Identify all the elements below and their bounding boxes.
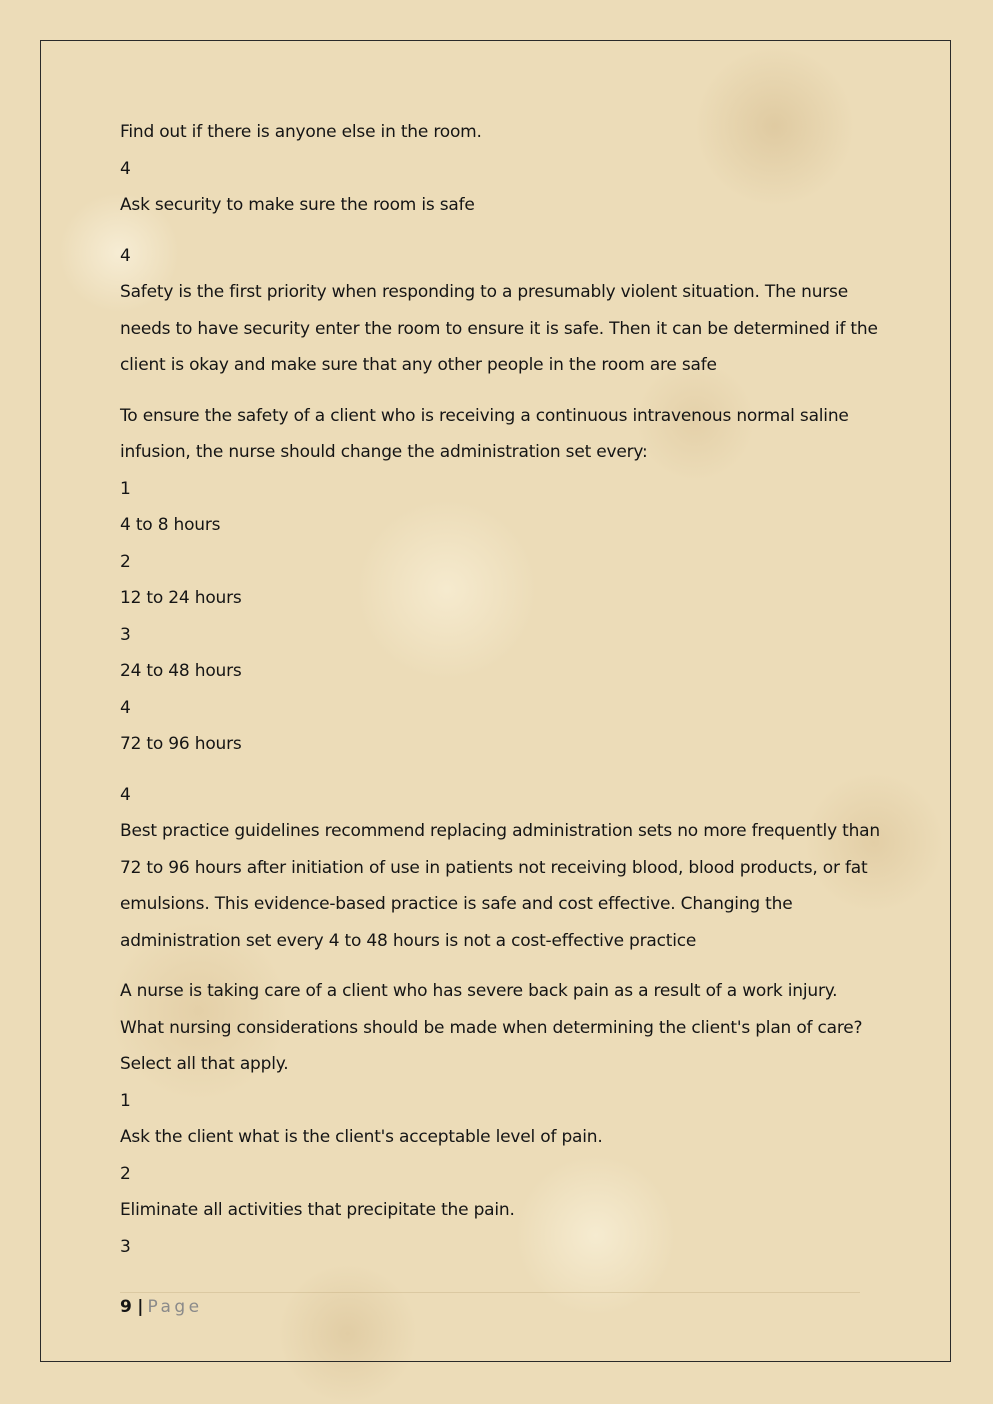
paragraph: Ask the client what is the client's acceptable level of pain. — [120, 1127, 603, 1147]
footer-separator: | — [137, 1297, 144, 1317]
option-number: 3 — [120, 1236, 131, 1257]
paragraph: Ask security to make sure the room is safe — [120, 195, 475, 215]
option-number: 3 — [120, 624, 131, 645]
paragraph: Eliminate all activities that precipitate the pain. — [120, 1200, 515, 1220]
paragraph: 24 to 48 hours — [120, 661, 242, 681]
option-number: 1 — [120, 1090, 131, 1111]
option-number: 4 — [120, 784, 131, 805]
paragraph: Best practice guidelines recommend replacing administration sets no more frequently than 72 to 96 hours after initiation of use in patients not receiving blood, blood products, or fat emulsions. This evidence-based practice is safe and cost effective. Changing the administration set every 4 to 48 hours is not a cost-effective practice — [120, 821, 880, 951]
paragraph: 72 to 96 hours — [120, 734, 242, 754]
page-footer — [120, 1295, 203, 1319]
paragraph: Find out if there is anyone else in the room. — [120, 122, 482, 142]
option-number: 1 — [120, 478, 131, 499]
paragraph: 4 to 8 hours — [120, 515, 221, 535]
footer-divider — [120, 1292, 860, 1293]
page-number: 9 — [120, 1297, 132, 1317]
document-body — [120, 114, 880, 1265]
option-number: 2 — [120, 1163, 131, 1184]
paragraph: Safety is the first priority when responding to a presumably violent situation. The nurse needs to have security enter the room to ensure it is safe. Then it can be determined if the client is okay and make sure that any other people in the room are safe — [120, 282, 878, 375]
page-label: Page — [147, 1297, 203, 1317]
option-number: 4 — [120, 245, 131, 266]
paragraph: To ensure the safety of a client who is receiving a continuous intravenous normal saline infusion, the nurse should change the administration set every: — [120, 405, 849, 462]
paragraph: 12 to 24 hours — [120, 588, 242, 608]
option-number: 4 — [120, 158, 131, 179]
option-number: 2 — [120, 551, 131, 572]
option-number: 4 — [120, 697, 131, 718]
paragraph: A nurse is taking care of a client who has severe back pain as a result of a work injury. What nursing considerations should be made when determining the client's plan of care? Select all that apply. — [120, 981, 863, 1074]
